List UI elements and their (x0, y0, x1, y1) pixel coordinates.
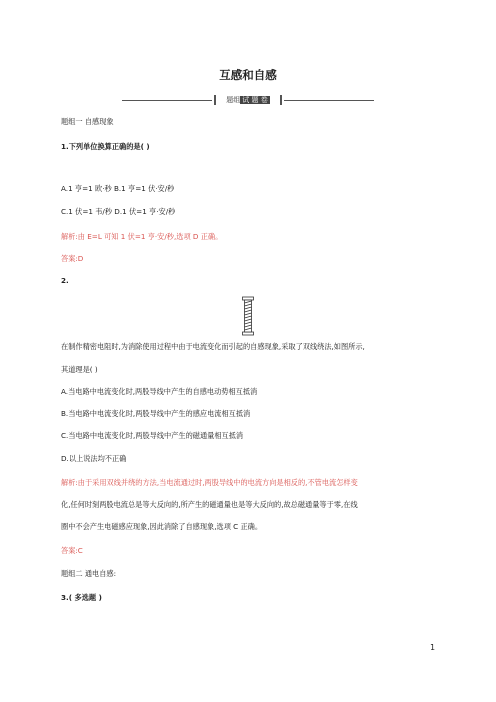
banner-left-text: 题组 (226, 96, 241, 104)
q2-stem-line-2: 其道理是( ) (61, 365, 98, 374)
q1-stem: 1.下列单位换算正确的是( ) (61, 142, 150, 151)
q2-option-c: C.当电路中电流变化时,两股导线中产生的磁通量相互抵消 (61, 431, 244, 440)
q2-option-d: D.以上说法均不正确 (61, 454, 127, 463)
q1-analysis: 解析:由 E=L 可知 1 伏=1 亨·安/秒,选项 D 正确。 (61, 232, 223, 241)
banner-rule-left (122, 100, 212, 101)
q2-number: 2. (61, 276, 69, 285)
q2-option-a: A.当电路中电流变化时,两股导线中产生的自感电动势相互抵消 (61, 387, 258, 396)
banner-tag (214, 95, 282, 105)
q3-stem: 3.( 多选题 ) (61, 593, 102, 602)
q2-analysis-line-1: 解析:由于采用双线并绕的方法,当电流通过时,两股导线中的电流方向是相反的,不管电流怎样变 (61, 478, 358, 487)
q1-answer: 答案:D (61, 254, 84, 263)
group-heading-1: 题组一 自感现象 (61, 117, 114, 126)
q2-analysis-line-2: 化,任何时刻两股电流总是等大反向的,所产生的磁通量也是等大反向的,故总磁通量等于零,在线 (61, 500, 358, 509)
page-title: 互感和自感 (219, 68, 277, 82)
section-banner (122, 95, 374, 105)
q2-answer: 答案:C (61, 546, 83, 555)
q1-options-cd: C.1 伏=1 韦/秒 D.1 伏=1 亨·安/秒 (61, 207, 176, 216)
q1-options-ab: A.1 亨=1 欧·秒 B.1 亨=1 伏·安/秒 (61, 184, 175, 193)
bifilar-coil-figure (241, 296, 255, 336)
banner-right-text: 试 题 卷 (242, 96, 268, 104)
page-number: 1 (430, 643, 436, 652)
banner-rule-right (284, 100, 374, 101)
q2-stem-line-1: 在制作精密电阻时,为消除使用过程中由于电流变化而引起的自感现象,采取了双线绕法,如图所示, (61, 342, 365, 351)
q2-option-b: B.当电路中电流变化时,两股导线中产生的感应电流相互抵消 (61, 409, 251, 418)
q2-analysis-line-3: 圈中不会产生电磁感应现象,因此消除了自感现象,选项 C 正确。 (61, 522, 263, 531)
group-heading-2: 题组二 通电自感: (61, 569, 117, 578)
